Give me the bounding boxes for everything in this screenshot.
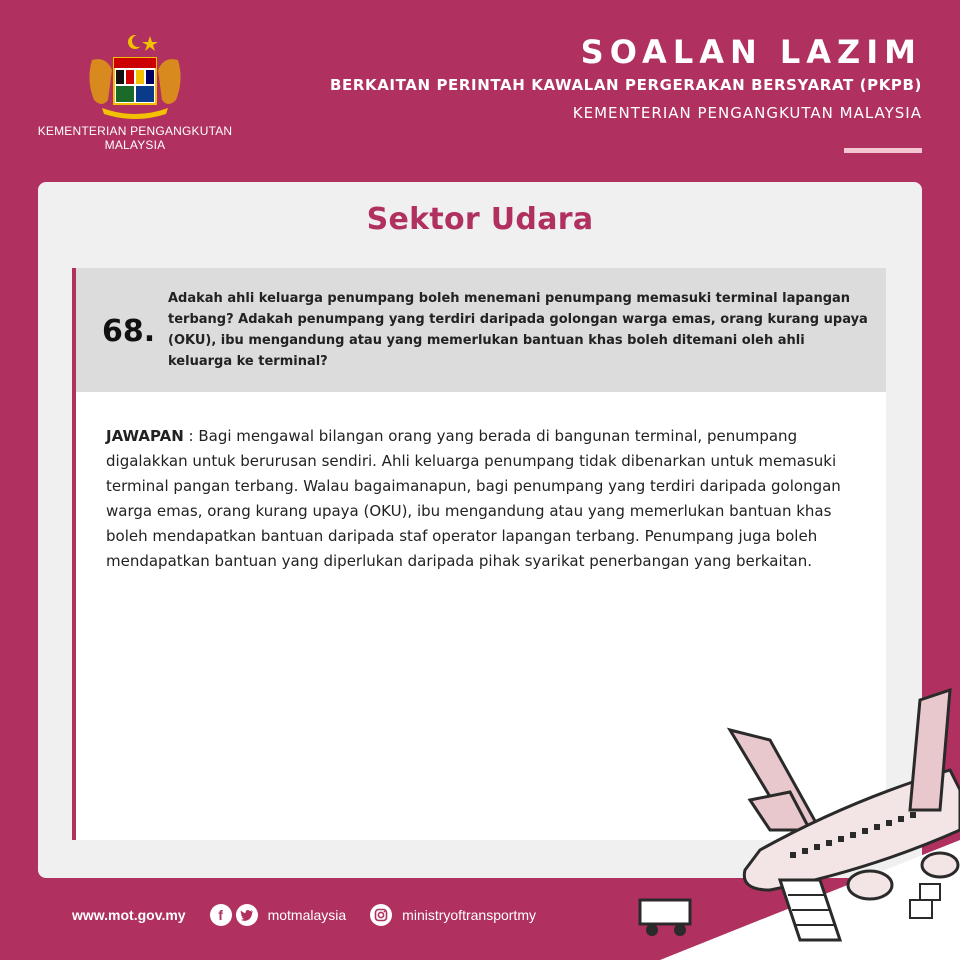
question-text: Adakah ahli keluarga penumpang boleh menemani penumpang memasuki terminal lapangan terbang? Adakah penumpang yang terdiri daripada golongan warga emas, orang kurang upaya (OKU), ibu mengandung atau yang memerlukan bantuan khas boleh ditemani oleh ahli keluarga ke terminal? (168, 291, 868, 369)
website-link[interactable]: www.mot.gov.my (72, 907, 186, 923)
question-number: 68. (102, 314, 156, 349)
malaysia-crest-icon (80, 30, 190, 120)
ministry-name-line2: MALAYSIA (104, 138, 166, 152)
instagram-icon[interactable] (370, 904, 392, 926)
answer-paragraph (106, 424, 846, 574)
facebook-icon[interactable]: f (210, 904, 232, 926)
page-subtitle: BERKAITAN PERINTAH KAWALAN PERGERAKAN BERSYARAT (PKPB) (329, 76, 922, 94)
answer-label: JAWAPAN (106, 427, 184, 445)
page-title: SOALAN LAZIM (580, 33, 922, 71)
ministry-label: KEMENTERIAN PENGANGKUTAN MALAYSIA (572, 104, 922, 122)
ministry-name-line1: KEMENTERIAN PENGANGKUTAN (37, 124, 233, 138)
section-title: Sektor Udara (366, 202, 594, 237)
airplane-illustration (620, 680, 960, 960)
question-box (72, 268, 886, 392)
facebook-twitter-handle[interactable]: motmalaysia (267, 907, 347, 923)
instagram-handle[interactable]: ministryoftransportmy (402, 907, 536, 923)
answer-text: : Bagi mengawal bilangan orang yang berada di bangunan terminal, penumpang digalakkan untuk berurusan sendiri. Ahli keluarga penumpang tidak dibenarkan untuk memasuki terminal pangan terbang. Walau bagaimanapun, bagi penumpang yang terdiri daripada golongan warga emas, orang kurang upaya (OKU), ibu mengandung atau yang memerlukan bantuan khas boleh mendapatkan bantuan daripada staf operator lapangan terbang. Penumpang juga boleh mendapatkan bantuan yang diperlukan daripada pihak syarikat penerbangan yang berkaitan. (106, 427, 841, 570)
header-titles (330, 30, 922, 122)
ministry-logo (30, 30, 240, 152)
header-divider (844, 148, 922, 153)
twitter-icon[interactable] (236, 904, 258, 926)
footer (72, 904, 560, 926)
